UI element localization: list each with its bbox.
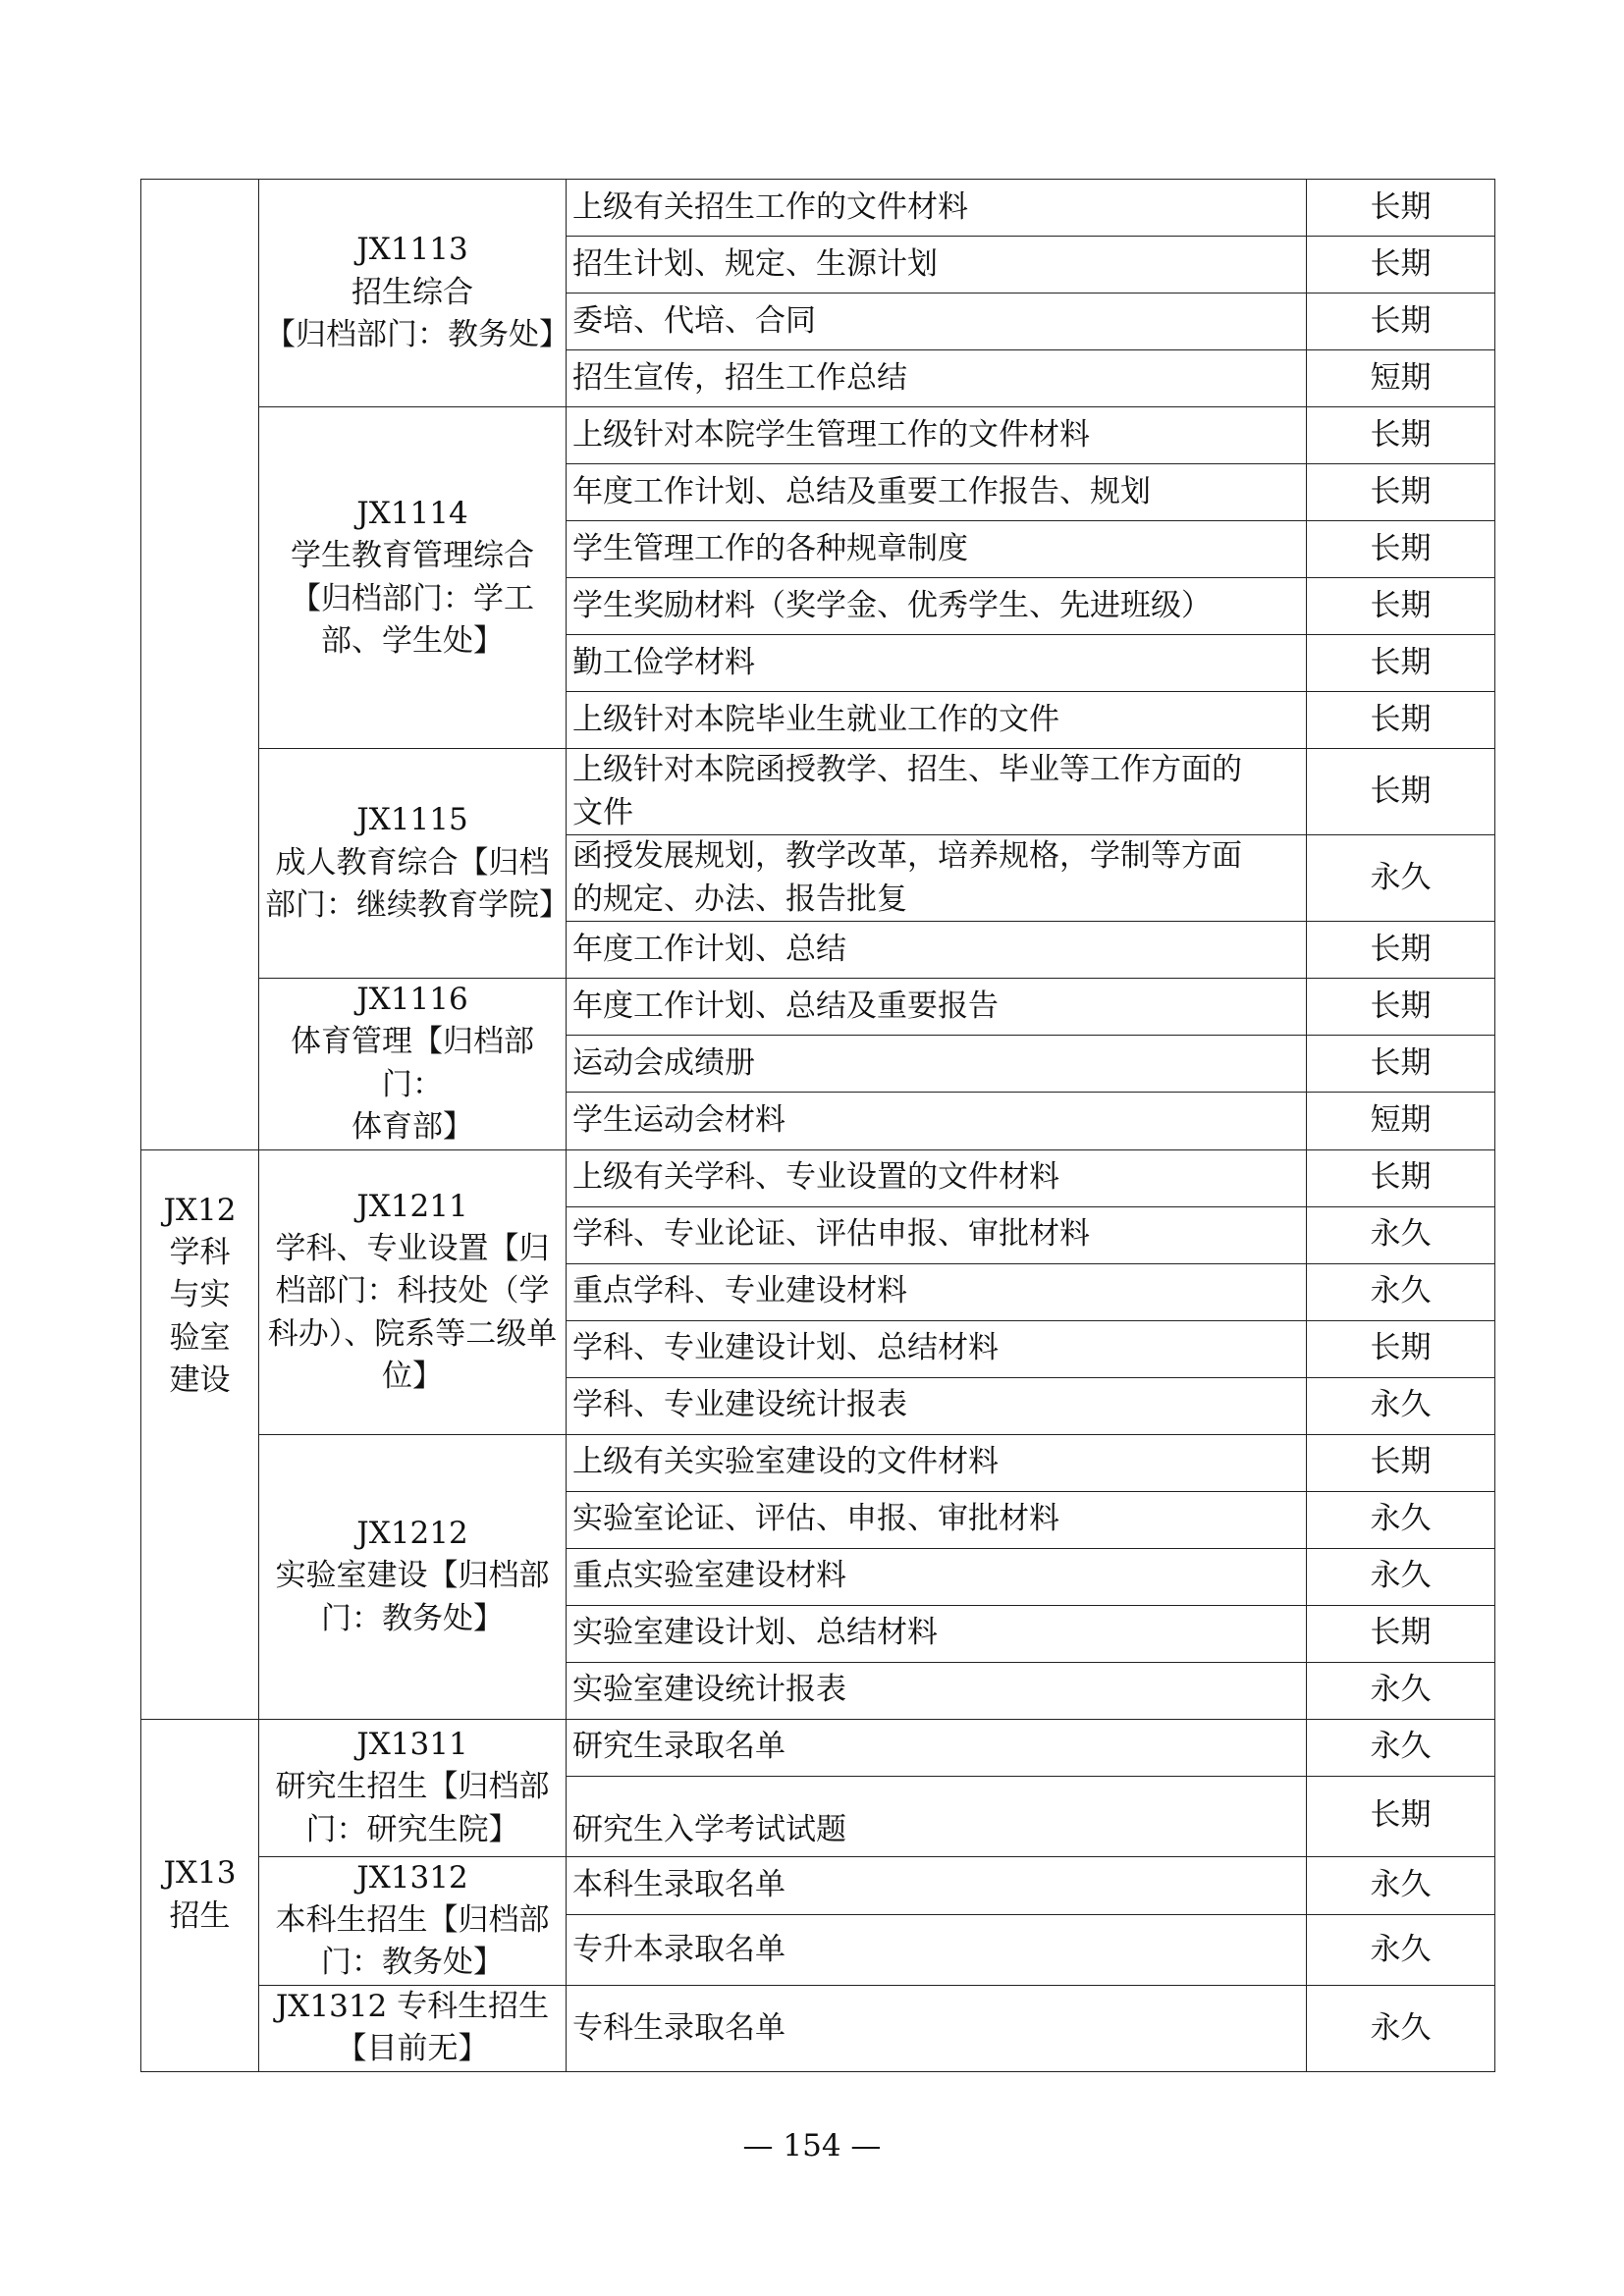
category-name: 学科、专业设置【归 [275,1230,550,1266]
table-row [141,1719,1495,1776]
category-code: JX1211 [356,1188,468,1224]
item-period: 长期 [1307,1036,1495,1093]
item-title: 学生奖励材料（奖学金、优秀学生、先进班级） [567,578,1307,635]
item-title: 运动会成绩册 [567,1036,1307,1093]
category-dept: 【归档部门：学工部、学生处】 [291,580,534,659]
item-title: 年度工作计划、总结及重要报告 [567,979,1307,1036]
table-row [141,407,1495,464]
item-title: 年度工作计划、总结 [567,922,1307,979]
group-cell [141,180,259,1150]
category-dept: 部门：继续教育学院】 [265,887,569,924]
item-period: 长期 [1307,1776,1495,1856]
item-title-line1: 函授发展规划，教学改革，培养规格，学制等方面 [572,838,1242,875]
table-row [141,180,1495,237]
category-code: JX1116 [356,982,468,1017]
item-title: 专科生录取名单 [567,1985,1307,2071]
item-period: 长期 [1307,1605,1495,1662]
item-period: 长期 [1307,635,1495,692]
item-period: 长期 [1307,237,1495,294]
category-code: JX1312 专科生招生 [275,1988,550,2024]
item-title-line2: 的规定、办法、报告批复 [572,881,907,917]
item-period: 长期 [1307,464,1495,521]
category-cell [259,1719,567,1856]
table-row [141,1434,1495,1491]
table-row [141,1985,1495,2071]
item-period: 永久 [1307,1914,1495,1985]
item-title-line2: 文件 [572,794,633,830]
item-title: 实验室论证、评估、申报、审批材料 [567,1491,1307,1548]
item-title: 重点学科、专业建设材料 [567,1263,1307,1320]
item-period: 永久 [1307,835,1495,922]
group-name: 学科与实验室建设 [169,1234,231,1399]
item-period: 长期 [1307,1149,1495,1206]
category-dept: 门：教务处】 [321,1600,504,1636]
category-cell [259,979,567,1150]
item-period: 长期 [1307,180,1495,237]
item-title: 重点实验室建设材料 [567,1548,1307,1605]
item-title: 研究生入学考试试题 [567,1776,1307,1856]
group-name: 招生 [169,1897,231,1934]
item-title: 上级针对本院毕业生就业工作的文件 [567,692,1307,749]
item-title: 学生管理工作的各种规章制度 [567,521,1307,578]
category-dept: 档部门：科技处（学科办）、院系等二级单位】 [267,1273,558,1395]
item-period: 长期 [1307,922,1495,979]
item-title: 上级有关实验室建设的文件材料 [567,1434,1307,1491]
item-title: 学科、专业建设统计报表 [567,1377,1307,1434]
category-code: JX1115 [356,802,468,838]
category-name: 研究生招生【归档部 [275,1769,550,1805]
category-name: 招生综合 [352,274,473,310]
category-cell [259,1434,567,1719]
item-title: 学科、专业建设计划、总结材料 [567,1320,1307,1377]
item-title [567,749,1307,835]
item-period: 永久 [1307,1985,1495,2071]
category-cell [259,749,567,979]
category-cell [259,407,567,749]
item-period: 永久 [1307,1206,1495,1263]
item-title: 研究生录取名单 [567,1719,1307,1776]
item-period: 长期 [1307,521,1495,578]
category-name: 本科生招生【归档部 [275,1901,550,1938]
item-period: 永久 [1307,1719,1495,1776]
item-title: 实验室建设计划、总结材料 [567,1605,1307,1662]
item-title: 学生运动会材料 [567,1093,1307,1149]
item-period: 永久 [1307,1377,1495,1434]
item-title: 招生宣传，招生工作总结 [567,350,1307,407]
item-period: 长期 [1307,578,1495,635]
item-period: 长期 [1307,1320,1495,1377]
item-title: 学科、专业论证、评估申报、审批材料 [567,1206,1307,1263]
item-period: 短期 [1307,350,1495,407]
category-name: 实验室建设【归档部 [275,1558,550,1594]
item-title: 本科生录取名单 [567,1856,1307,1914]
item-title-line1: 上级针对本院函授教学、招生、毕业等工作方面的 [572,752,1242,788]
item-title [567,835,1307,922]
group-cell [141,1149,259,1719]
item-period: 永久 [1307,1662,1495,1719]
item-period: 永久 [1307,1491,1495,1548]
group-code: JX12 [163,1192,237,1228]
item-title: 实验室建设统计报表 [567,1662,1307,1719]
item-title: 上级针对本院学生管理工作的文件材料 [567,407,1307,464]
category-dept: 【目前无】 [336,2031,489,2067]
category-cell [259,1985,567,2071]
item-period: 长期 [1307,1434,1495,1491]
category-name: 学生教育管理综合 [291,538,534,574]
item-title: 专升本录取名单 [567,1914,1307,1985]
category-dept: 【归档部门：教务处】 [265,317,569,353]
category-dept: 门：研究生院】 [305,1811,519,1847]
group-code: JX13 [163,1855,237,1892]
category-code: JX1212 [356,1515,468,1551]
table-row [141,749,1495,835]
archive-retention-table [140,179,1495,2072]
item-period: 长期 [1307,749,1495,835]
item-period: 长期 [1307,979,1495,1036]
category-code: JX1113 [356,232,468,268]
item-period: 永久 [1307,1263,1495,1320]
item-period: 永久 [1307,1856,1495,1914]
item-period: 短期 [1307,1093,1495,1149]
item-period: 永久 [1307,1548,1495,1605]
category-cell [259,1856,567,1985]
category-cell [259,1149,567,1434]
category-dept: 体育部】 [352,1109,473,1146]
table-row [141,1149,1495,1206]
group-cell [141,1719,259,2071]
page-number: — 154 — [742,2128,882,2163]
item-title: 勤工俭学材料 [567,635,1307,692]
category-name: 体育管理【归档部门： [291,1024,534,1102]
item-title: 委培、代培、合同 [567,294,1307,350]
item-title: 上级有关学科、专业设置的文件材料 [567,1149,1307,1206]
table-row [141,1856,1495,1914]
item-title: 上级有关招生工作的文件材料 [567,180,1307,237]
item-period: 长期 [1307,407,1495,464]
category-code: JX1311 [356,1726,468,1762]
category-code: JX1312 [356,1859,468,1896]
item-title: 招生计划、规定、生源计划 [567,237,1307,294]
item-title: 年度工作计划、总结及重要工作报告、规划 [567,464,1307,521]
item-period: 长期 [1307,692,1495,749]
category-code: JX1114 [356,495,468,531]
category-name: 成人教育综合【归档 [275,844,550,881]
category-cell [259,180,567,407]
table-row [141,979,1495,1036]
category-dept: 门：教务处】 [321,1945,504,1981]
item-period: 长期 [1307,294,1495,350]
